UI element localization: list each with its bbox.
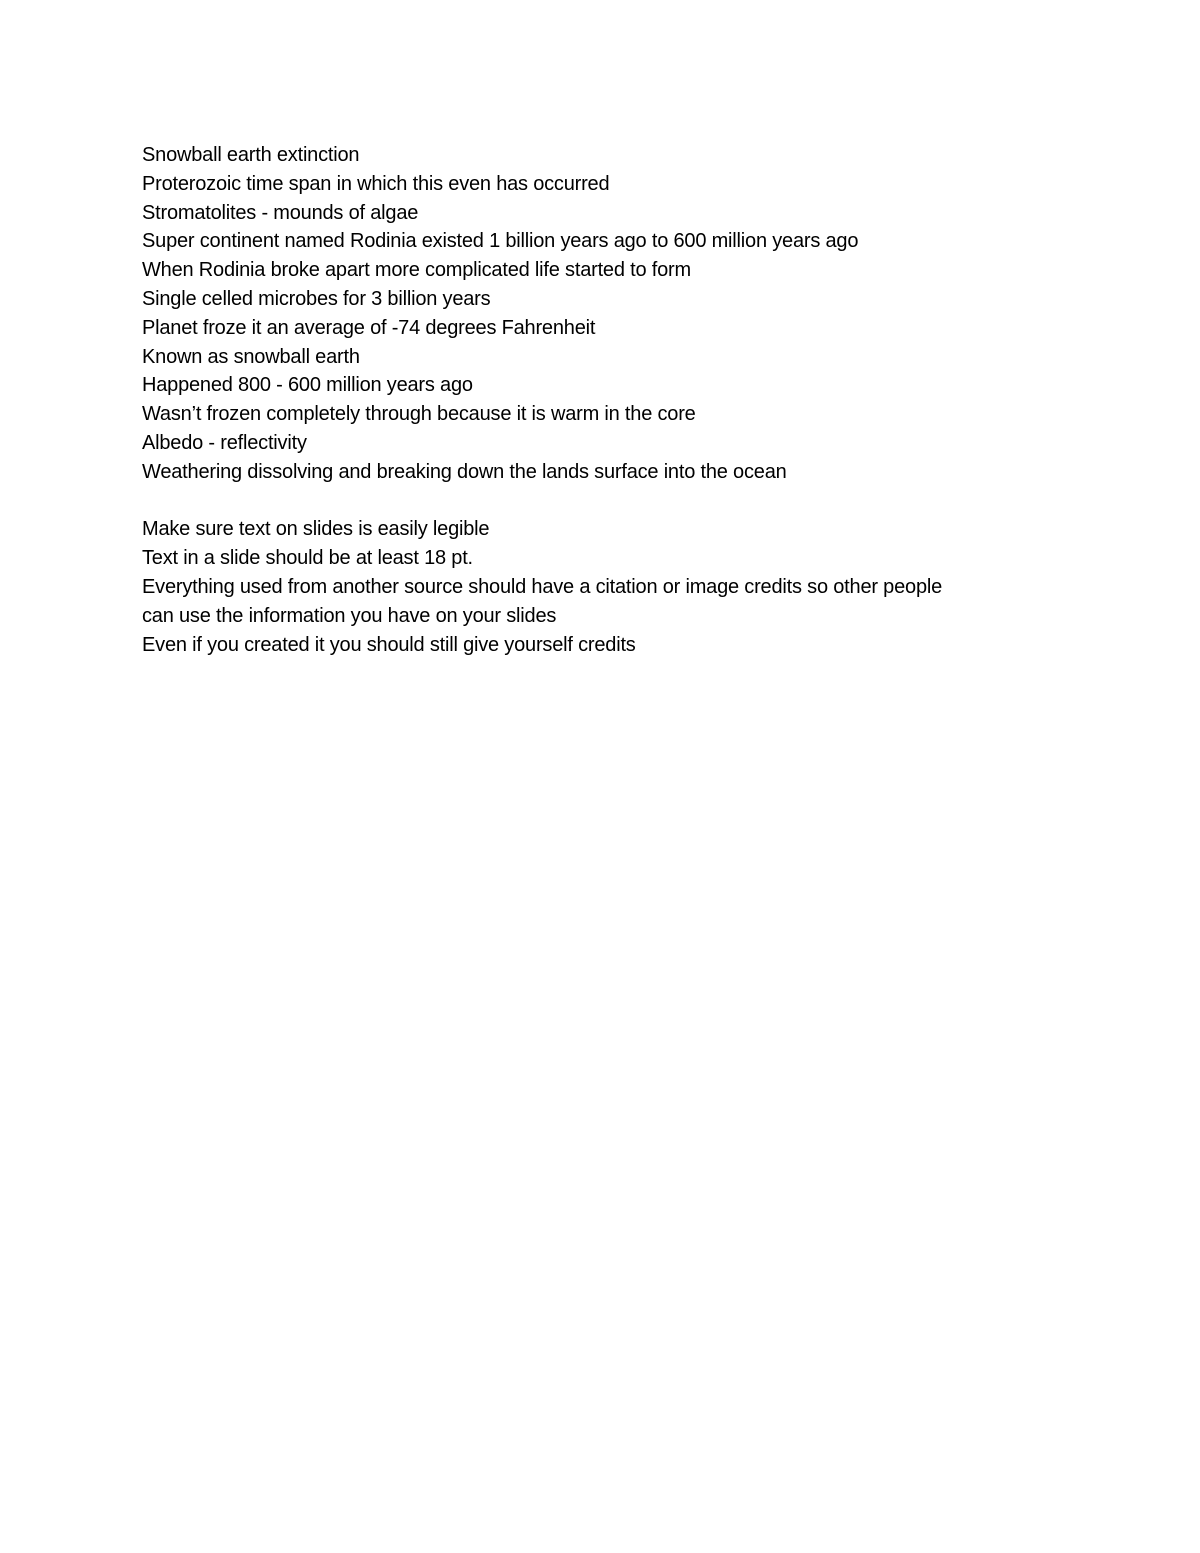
note-line: Known as snowball earth — [142, 345, 360, 368]
tip-line: Even if you created it you should still give yourself credits — [142, 633, 636, 656]
note-line: When Rodinia broke apart more complicated life started to form — [142, 259, 691, 282]
tip-line: Text in a slide should be at least 18 pt. — [142, 547, 473, 570]
note-line: Stromatolites - mounds of algae — [142, 201, 419, 224]
note-line: Albedo - reflectivity — [142, 431, 307, 454]
paragraph-gap — [142, 487, 1062, 516]
note-line: Weathering dissolving and breaking down the lands surface into the ocean — [142, 460, 787, 483]
tip-line: can use the information you have on your slides — [142, 604, 557, 627]
note-line: Happened 800 - 600 million years ago — [142, 374, 473, 397]
note-line: Planet froze it an average of -74 degrees Fahrenheit — [142, 316, 596, 339]
note-line: Snowball earth extinction — [142, 144, 360, 166]
document-body — [142, 141, 1062, 659]
note-line: Wasn’t frozen completely through because it is warm in the core — [142, 403, 696, 426]
tip-line: Everything used from another source should have a citation or image credits so other people — [142, 575, 943, 598]
note-line: Super continent named Rodinia existed 1 billion years ago to 600 million years ago — [142, 230, 859, 253]
note-line: Proterozoic time span in which this even has occurred — [142, 172, 610, 195]
note-line: Single celled microbes for 3 billion years — [142, 287, 491, 310]
tip-line: Make sure text on slides is easily legible — [142, 518, 490, 541]
